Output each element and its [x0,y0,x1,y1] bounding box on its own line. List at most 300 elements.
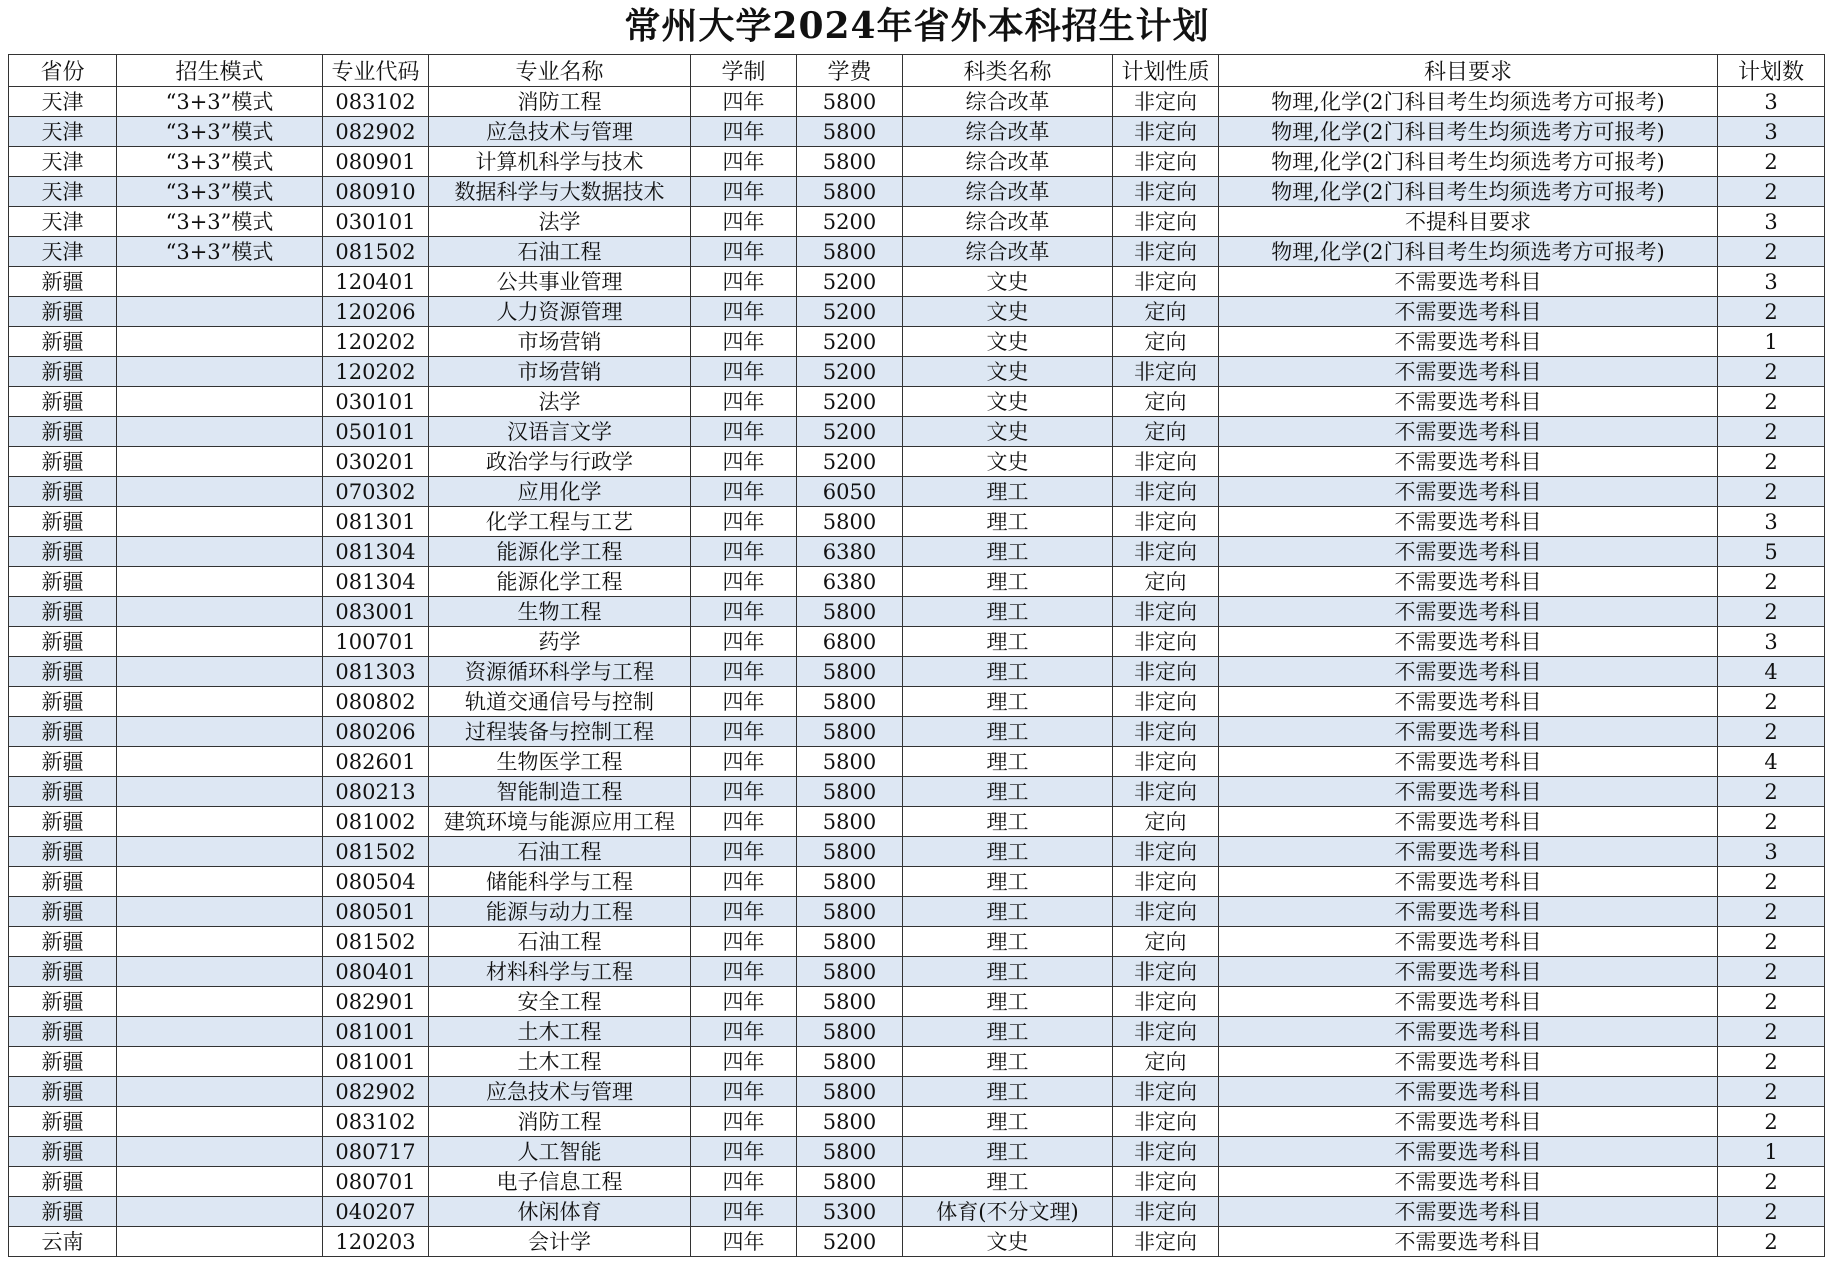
major-code-cell: 080901 [323,147,429,177]
admission-mode-cell [117,1227,323,1257]
admission-mode-cell [117,807,323,837]
major-name-cell: 土木工程 [429,1017,691,1047]
duration-cell: 四年 [691,1107,797,1137]
plan-count-cell: 3 [1718,507,1825,537]
major-code-cell: 081502 [323,837,429,867]
plan-type-cell: 定向 [1113,327,1219,357]
plan-type-cell: 非定向 [1113,657,1219,687]
plan-count-cell: 1 [1718,327,1825,357]
category-cell: 综合改革 [903,207,1113,237]
subject-requirement-cell: 不需要选考科目 [1219,957,1718,987]
province-cell: 新疆 [9,267,117,297]
major-code-cell: 120203 [323,1227,429,1257]
major-name-cell: 市场营销 [429,357,691,387]
plan-type-cell: 非定向 [1113,957,1219,987]
duration-cell: 四年 [691,417,797,447]
plan-type-cell: 非定向 [1113,1227,1219,1257]
plan-type-cell: 非定向 [1113,897,1219,927]
admission-mode-cell [117,1197,323,1227]
province-cell: 新疆 [9,1107,117,1137]
plan-type-cell: 定向 [1113,417,1219,447]
admission-mode-cell: “3+3”模式 [117,177,323,207]
major-code-cell: 080213 [323,777,429,807]
admission-mode-cell [117,837,323,867]
province-cell: 新疆 [9,1137,117,1167]
plan-type-cell: 非定向 [1113,627,1219,657]
category-cell: 理工 [903,837,1113,867]
table-row [9,867,1825,897]
admission-mode-cell [117,777,323,807]
plan-count-cell: 3 [1718,207,1825,237]
header-major-name: 专业名称 [429,55,691,87]
table-row [9,1167,1825,1197]
category-cell: 理工 [903,537,1113,567]
tuition-cell: 5800 [797,717,903,747]
subject-requirement-cell: 不需要选考科目 [1219,657,1718,687]
tuition-cell: 5200 [797,387,903,417]
category-cell: 文史 [903,267,1113,297]
subject-requirement-cell: 不需要选考科目 [1219,627,1718,657]
table-row [9,267,1825,297]
tuition-cell: 5800 [797,927,903,957]
header-plan-count: 计划数 [1718,55,1825,87]
major-code-cell: 040207 [323,1197,429,1227]
table-row [9,87,1825,117]
plan-count-cell: 2 [1718,867,1825,897]
duration-cell: 四年 [691,1137,797,1167]
major-code-cell: 120206 [323,297,429,327]
table-row [9,747,1825,777]
tuition-cell: 5200 [797,297,903,327]
admission-mode-cell: “3+3”模式 [117,207,323,237]
major-code-cell: 080401 [323,957,429,987]
subject-requirement-cell: 不需要选考科目 [1219,447,1718,477]
tuition-cell: 6380 [797,537,903,567]
plan-type-cell: 非定向 [1113,987,1219,1017]
tuition-cell: 5800 [797,1167,903,1197]
plan-count-cell: 3 [1718,627,1825,657]
major-name-cell: 药学 [429,627,691,657]
admission-mode-cell [117,627,323,657]
tuition-cell: 5200 [797,447,903,477]
province-cell: 新疆 [9,477,117,507]
admission-mode-cell [117,1047,323,1077]
tuition-cell: 6800 [797,627,903,657]
major-code-cell: 082901 [323,987,429,1017]
category-cell: 理工 [903,1167,1113,1197]
header-subject-requirement: 科目要求 [1219,55,1718,87]
admission-mode-cell: “3+3”模式 [117,147,323,177]
admission-mode-cell [117,507,323,537]
plan-count-cell: 2 [1718,297,1825,327]
admission-mode-cell [117,1167,323,1197]
subject-requirement-cell: 不需要选考科目 [1219,357,1718,387]
province-cell: 新疆 [9,747,117,777]
duration-cell: 四年 [691,447,797,477]
province-cell: 新疆 [9,837,117,867]
plan-type-cell: 非定向 [1113,1137,1219,1167]
table-row [9,207,1825,237]
duration-cell: 四年 [691,837,797,867]
table-row [9,987,1825,1017]
major-code-cell: 050101 [323,417,429,447]
major-code-cell: 030201 [323,447,429,477]
plan-count-cell: 2 [1718,957,1825,987]
major-name-cell: 材料科学与工程 [429,957,691,987]
plan-type-cell: 非定向 [1113,747,1219,777]
subject-requirement-cell: 不需要选考科目 [1219,477,1718,507]
table-row [9,777,1825,807]
province-cell: 新疆 [9,807,117,837]
admission-mode-cell [117,867,323,897]
duration-cell: 四年 [691,147,797,177]
duration-cell: 四年 [691,327,797,357]
plan-type-cell: 非定向 [1113,537,1219,567]
major-code-cell: 083001 [323,597,429,627]
major-name-cell: 化学工程与工艺 [429,507,691,537]
duration-cell: 四年 [691,597,797,627]
plan-type-cell: 非定向 [1113,837,1219,867]
major-name-cell: 法学 [429,207,691,237]
table-row [9,387,1825,417]
table-row [9,807,1825,837]
category-cell: 综合改革 [903,117,1113,147]
duration-cell: 四年 [691,177,797,207]
province-cell: 天津 [9,87,117,117]
plan-count-cell: 2 [1718,687,1825,717]
province-cell: 新疆 [9,1047,117,1077]
major-name-cell: 生物医学工程 [429,747,691,777]
tuition-cell: 5800 [797,597,903,627]
admission-mode-cell [117,297,323,327]
plan-type-cell: 非定向 [1113,1167,1219,1197]
table-row [9,927,1825,957]
tuition-cell: 5800 [797,1077,903,1107]
tuition-cell: 5200 [797,417,903,447]
subject-requirement-cell: 不需要选考科目 [1219,507,1718,537]
admission-mode-cell [117,957,323,987]
category-cell: 文史 [903,357,1113,387]
plan-count-cell: 5 [1718,537,1825,567]
table-row [9,687,1825,717]
tuition-cell: 5800 [797,1017,903,1047]
major-name-cell: 过程装备与控制工程 [429,717,691,747]
duration-cell: 四年 [691,897,797,927]
duration-cell: 四年 [691,117,797,147]
subject-requirement-cell: 不需要选考科目 [1219,1227,1718,1257]
admission-mode-cell: “3+3”模式 [117,117,323,147]
province-cell: 天津 [9,237,117,267]
plan-type-cell: 定向 [1113,1047,1219,1077]
plan-count-cell: 2 [1718,177,1825,207]
admission-mode-cell [117,687,323,717]
duration-cell: 四年 [691,807,797,837]
header-tuition: 学费 [797,55,903,87]
plan-type-cell: 非定向 [1113,267,1219,297]
admission-mode-cell [117,657,323,687]
category-cell: 理工 [903,627,1113,657]
duration-cell: 四年 [691,1227,797,1257]
plan-type-cell: 非定向 [1113,777,1219,807]
category-cell: 综合改革 [903,147,1113,177]
province-cell: 新疆 [9,417,117,447]
admission-mode-cell [117,1137,323,1167]
admission-mode-cell [117,747,323,777]
subject-requirement-cell: 不需要选考科目 [1219,987,1718,1017]
province-cell: 新疆 [9,357,117,387]
admission-mode-cell [117,357,323,387]
plan-type-cell: 非定向 [1113,1197,1219,1227]
plan-type-cell: 非定向 [1113,477,1219,507]
table-row [9,1047,1825,1077]
plan-count-cell: 2 [1718,447,1825,477]
admission-mode-cell [117,717,323,747]
duration-cell: 四年 [691,1077,797,1107]
plan-type-cell: 非定向 [1113,1107,1219,1137]
major-name-cell: 市场营销 [429,327,691,357]
admission-mode-cell [117,537,323,567]
major-code-cell: 080701 [323,1167,429,1197]
table-row [9,1197,1825,1227]
plan-count-cell: 2 [1718,1047,1825,1077]
category-cell: 理工 [903,657,1113,687]
major-code-cell: 120401 [323,267,429,297]
tuition-cell: 5200 [797,207,903,237]
subject-requirement-cell: 不需要选考科目 [1219,387,1718,417]
major-code-cell: 083102 [323,1107,429,1137]
major-name-cell: 政治学与行政学 [429,447,691,477]
category-cell: 理工 [903,777,1113,807]
admission-mode-cell [117,447,323,477]
province-cell: 新疆 [9,717,117,747]
subject-requirement-cell: 不需要选考科目 [1219,867,1718,897]
major-code-cell: 082601 [323,747,429,777]
major-name-cell: 法学 [429,387,691,417]
admission-mode-cell [117,1017,323,1047]
category-cell: 理工 [903,1047,1113,1077]
major-code-cell: 030101 [323,387,429,417]
table-row [9,957,1825,987]
duration-cell: 四年 [691,567,797,597]
plan-count-cell: 2 [1718,1197,1825,1227]
duration-cell: 四年 [691,357,797,387]
table-row [9,327,1825,357]
tuition-cell: 5200 [797,327,903,357]
major-code-cell: 080206 [323,717,429,747]
major-code-cell: 120202 [323,357,429,387]
province-cell: 新疆 [9,597,117,627]
major-code-cell: 081301 [323,507,429,537]
major-code-cell: 080717 [323,1137,429,1167]
subject-requirement-cell: 不需要选考科目 [1219,927,1718,957]
province-cell: 云南 [9,1227,117,1257]
tuition-cell: 5800 [797,237,903,267]
major-name-cell: 储能科学与工程 [429,867,691,897]
province-cell: 新疆 [9,1077,117,1107]
province-cell: 新疆 [9,927,117,957]
major-code-cell: 081001 [323,1047,429,1077]
province-cell: 新疆 [9,567,117,597]
plan-type-cell: 非定向 [1113,207,1219,237]
major-name-cell: 资源循环科学与工程 [429,657,691,687]
duration-cell: 四年 [691,1017,797,1047]
table-row [9,597,1825,627]
plan-count-cell: 2 [1718,1107,1825,1137]
tuition-cell: 5800 [797,1107,903,1137]
province-cell: 新疆 [9,657,117,687]
category-cell: 理工 [903,1137,1113,1167]
header-duration: 学制 [691,55,797,87]
major-code-cell: 080802 [323,687,429,717]
category-cell: 理工 [903,507,1113,537]
subject-requirement-cell: 不需要选考科目 [1219,537,1718,567]
major-code-cell: 081303 [323,657,429,687]
tuition-cell: 5800 [797,747,903,777]
major-code-cell: 081304 [323,537,429,567]
category-cell: 理工 [903,987,1113,1017]
subject-requirement-cell: 不需要选考科目 [1219,897,1718,927]
plan-count-cell: 2 [1718,897,1825,927]
major-code-cell: 081002 [323,807,429,837]
tuition-cell: 5800 [797,987,903,1017]
major-name-cell: 建筑环境与能源应用工程 [429,807,691,837]
table-row [9,897,1825,927]
table-row [9,717,1825,747]
major-name-cell: 智能制造工程 [429,777,691,807]
duration-cell: 四年 [691,237,797,267]
major-code-cell: 081001 [323,1017,429,1047]
header-admission-mode: 招生模式 [117,55,323,87]
table-row [9,657,1825,687]
category-cell: 文史 [903,1227,1113,1257]
major-name-cell: 石油工程 [429,837,691,867]
province-cell: 新疆 [9,387,117,417]
category-cell: 综合改革 [903,177,1113,207]
header-category: 科类名称 [903,55,1113,87]
plan-count-cell: 2 [1718,927,1825,957]
table-row [9,357,1825,387]
plan-count-cell: 2 [1718,987,1825,1017]
tuition-cell: 5800 [797,1137,903,1167]
tuition-cell: 5200 [797,267,903,297]
category-cell: 理工 [903,477,1113,507]
subject-requirement-cell: 不需要选考科目 [1219,717,1718,747]
plan-count-cell: 2 [1718,567,1825,597]
category-cell: 理工 [903,927,1113,957]
tuition-cell: 5800 [797,807,903,837]
category-cell: 综合改革 [903,87,1113,117]
duration-cell: 四年 [691,507,797,537]
duration-cell: 四年 [691,1197,797,1227]
plan-count-cell: 2 [1718,717,1825,747]
plan-type-cell: 定向 [1113,387,1219,417]
table-row [9,477,1825,507]
major-name-cell: 安全工程 [429,987,691,1017]
subject-requirement-cell: 不需要选考科目 [1219,837,1718,867]
major-name-cell: 能源与动力工程 [429,897,691,927]
plan-count-cell: 1 [1718,1137,1825,1167]
subject-requirement-cell: 不需要选考科目 [1219,747,1718,777]
subject-requirement-cell: 不需要选考科目 [1219,417,1718,447]
province-cell: 新疆 [9,1017,117,1047]
table-row [9,837,1825,867]
category-cell: 理工 [903,687,1113,717]
tuition-cell: 5800 [797,1047,903,1077]
plan-count-cell: 2 [1718,1227,1825,1257]
major-code-cell: 100701 [323,627,429,657]
tuition-cell: 5800 [797,177,903,207]
admission-mode-cell [117,1077,323,1107]
category-cell: 文史 [903,447,1113,477]
major-name-cell: 能源化学工程 [429,537,691,567]
plan-type-cell: 定向 [1113,297,1219,327]
table-row [9,1137,1825,1167]
admission-mode-cell [117,327,323,357]
plan-type-cell: 非定向 [1113,87,1219,117]
plan-type-cell: 定向 [1113,807,1219,837]
major-name-cell: 数据科学与大数据技术 [429,177,691,207]
header-plan-type: 计划性质 [1113,55,1219,87]
plan-type-cell: 非定向 [1113,507,1219,537]
major-name-cell: 人工智能 [429,1137,691,1167]
major-code-cell: 083102 [323,87,429,117]
duration-cell: 四年 [691,687,797,717]
tuition-cell: 5300 [797,1197,903,1227]
plan-type-cell: 非定向 [1113,597,1219,627]
subject-requirement-cell: 不需要选考科目 [1219,1047,1718,1077]
duration-cell: 四年 [691,1047,797,1077]
duration-cell: 四年 [691,777,797,807]
plan-type-cell: 定向 [1113,927,1219,957]
tuition-cell: 5800 [797,657,903,687]
province-cell: 天津 [9,117,117,147]
duration-cell: 四年 [691,717,797,747]
category-cell: 文史 [903,327,1113,357]
category-cell: 理工 [903,1017,1113,1047]
table-row [9,567,1825,597]
enrollment-plan-table [8,54,1825,1257]
category-cell: 理工 [903,747,1113,777]
duration-cell: 四年 [691,267,797,297]
plan-count-cell: 2 [1718,1017,1825,1047]
duration-cell: 四年 [691,207,797,237]
province-cell: 新疆 [9,627,117,657]
plan-count-cell: 4 [1718,747,1825,777]
subject-requirement-cell: 不需要选考科目 [1219,1197,1718,1227]
major-code-cell: 082902 [323,1077,429,1107]
plan-type-cell: 非定向 [1113,237,1219,267]
table-row [9,537,1825,567]
duration-cell: 四年 [691,297,797,327]
major-name-cell: 应急技术与管理 [429,117,691,147]
plan-count-cell: 2 [1718,1167,1825,1197]
duration-cell: 四年 [691,387,797,417]
subject-requirement-cell: 不需要选考科目 [1219,807,1718,837]
major-code-cell: 082902 [323,117,429,147]
subject-requirement-cell: 不需要选考科目 [1219,777,1718,807]
major-code-cell: 080501 [323,897,429,927]
province-cell: 新疆 [9,1197,117,1227]
admission-mode-cell [117,387,323,417]
major-name-cell: 石油工程 [429,237,691,267]
table-row [9,447,1825,477]
tuition-cell: 5800 [797,957,903,987]
table-row [9,237,1825,267]
subject-requirement-cell: 不需要选考科目 [1219,267,1718,297]
province-cell: 新疆 [9,297,117,327]
major-name-cell: 应用化学 [429,477,691,507]
plan-type-cell: 非定向 [1113,447,1219,477]
